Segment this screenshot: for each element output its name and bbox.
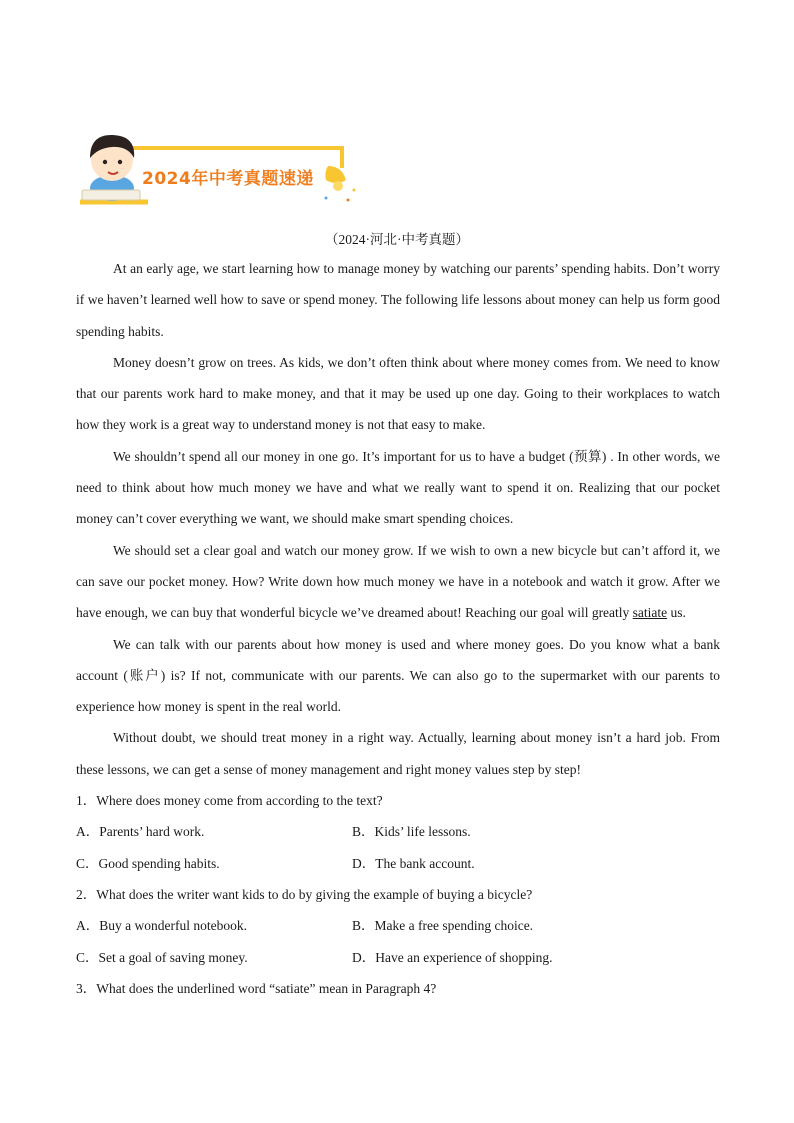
option-1a: A．Parents’ hard work.	[76, 824, 205, 840]
option-1d: D．The bank account.	[352, 855, 475, 871]
passage-paragraph-4	[76, 535, 720, 629]
p4-text-before: We should set a clear goal and watch our money grow. If we wish to own a new bicycle but can’t afford it, we can save our pocket money. How? Write down how much money we have in a notebook and watch it grow. After we have enough, we can buy that wonderful bicycle we’ve dreamed about! Reaching our goal will greatly	[76, 542, 720, 621]
boy-reading-icon	[82, 135, 140, 201]
passage-paragraph-1: At an early age, we start learning how to manage money by watching our parents’ spending habits. Don’t worry if we haven’t learned well how to save or spend money. The following life lessons about money can help us form good spending habits.	[76, 261, 720, 339]
passage-paragraph-3: We shouldn’t spend all our money in one go. It’s important for us to have a budget (预算) . In other words, we need to think about how much money we have and what we really want to spend it on. Realizing that our pocket money can’t cover everything we want, we should make smart spending choices.	[76, 448, 720, 527]
question-1-options-row-2	[76, 848, 720, 879]
option-1b: B．Kids’ life lessons.	[352, 824, 471, 840]
passage-paragraph-5: We can talk with our parents about how money is used and where money goes. Do you know what a bank account (账户) is? If not, communicate with our parents. We can also go to the supermarket with our parents to experience how money is spent in the real world.	[76, 636, 720, 715]
question-2-stem: 2．What does the writer want kids to do by giving the example of buying a bicycle?	[76, 886, 533, 902]
question-2-options-row-2	[76, 942, 720, 973]
passage-paragraph-2: Money doesn’t grow on trees. As kids, we don’t often think about where money comes from. We need to know that our parents work hard to make money, and that it may be used up one day. Going to their workplaces to watch how they work is a great way to understand money is not that easy to make.	[76, 354, 720, 433]
lamp-icon	[325, 166, 356, 202]
question-2-options-row-1	[76, 910, 720, 941]
option-2a: A．Buy a wonderful notebook.	[76, 918, 247, 934]
option-2b: B．Make a free spending choice.	[352, 918, 534, 934]
banner-title: 2024年中考真题速递	[142, 169, 314, 189]
underlined-word: satiate	[632, 605, 668, 621]
p4-text-after: us.	[667, 605, 686, 621]
question-3-stem: 3．What does the underlined word “satiate” mean in Paragraph 4?	[76, 980, 437, 996]
reading-section	[76, 253, 720, 1004]
option-1c: C．Good spending habits.	[76, 855, 220, 871]
option-2d: D．Have an experience of shopping.	[352, 949, 553, 965]
question-1-stem: 1．Where does money come from according to the text?	[76, 793, 383, 809]
question-source: （2024·河北·中考真题）	[325, 232, 469, 247]
option-2c: C．Set a goal of saving money.	[76, 949, 248, 965]
question-1-options-row-1	[76, 816, 720, 847]
passage-paragraph-6: Without doubt, we should treat money in a right way. Actually, learning about money isn’t a hard job. From these lessons, we can get a sense of money management and right money values step by step!	[76, 730, 720, 777]
